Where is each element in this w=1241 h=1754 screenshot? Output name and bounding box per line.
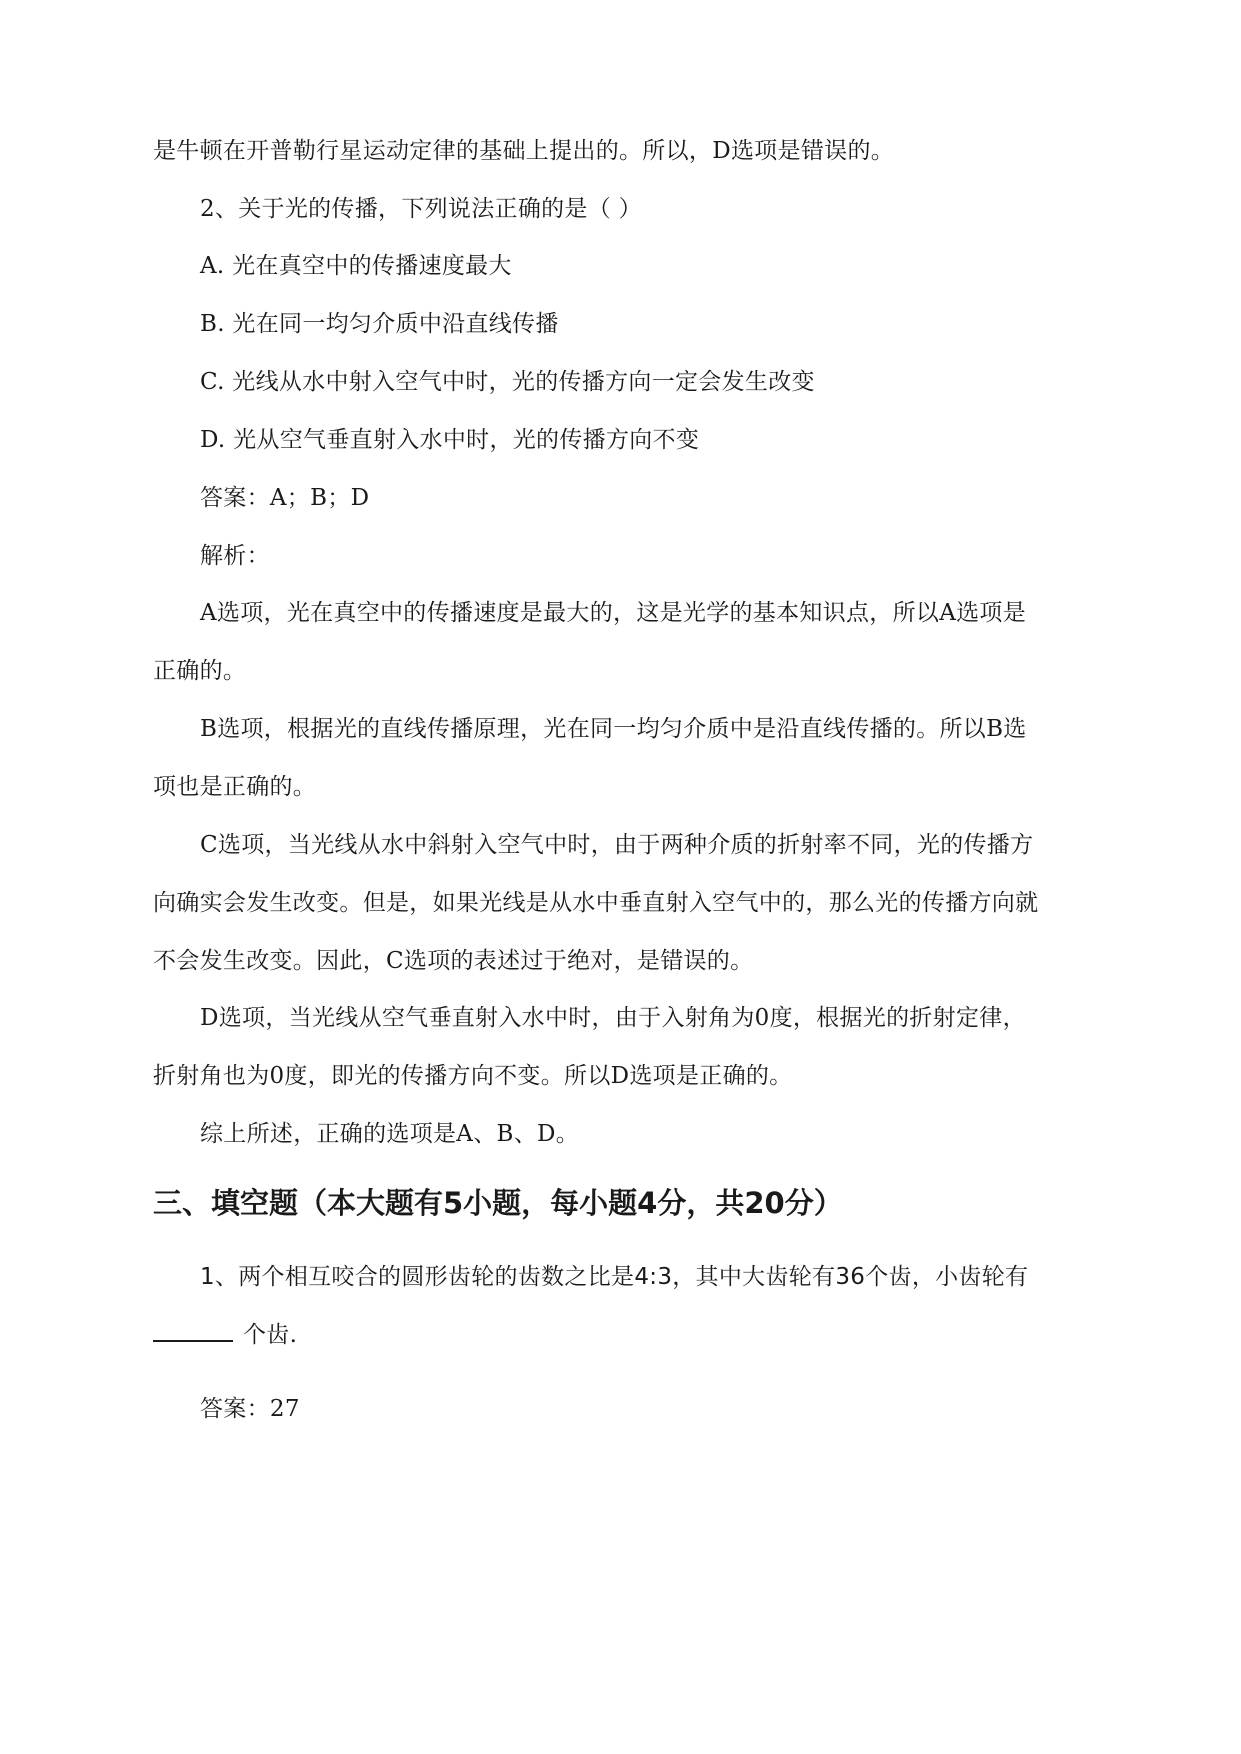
question-2-stem: 2、关于光的传播，下列说法正确的是（ ） xyxy=(200,196,642,222)
previous-analysis-tail: 是牛顿在开普勒行星运动定律的基础上提出的。所以，D选项是错误的。 xyxy=(153,138,895,164)
section-3-question-1-stem-line2 xyxy=(153,1320,297,1350)
analysis-line: 正确的。 xyxy=(153,658,247,684)
analysis-line: D选项，当光线从空气垂直射入水中时，由于入射角为0度，根据光的折射定律， xyxy=(200,1005,1026,1031)
analysis-line: 不会发生改变。因此，C选项的表述过于绝对，是错误的。 xyxy=(153,948,754,974)
section-3-question-1-answer: 答案：27 xyxy=(200,1396,300,1422)
analysis-line: A选项，光在真空中的传播速度是最大的，这是光学的基本知识点，所以A选项是 xyxy=(200,600,1027,626)
analysis-line: B选项，根据光的直线传播原理，光在同一均匀介质中是沿直线传播的。所以B选 xyxy=(200,716,1027,742)
analysis-line: 折射角也为0度，即光的传播方向不变。所以D选项是正确的。 xyxy=(153,1063,793,1089)
analysis-line: 向确实会发生改变。但是，如果光线是从水中垂直射入空气中的，那么光的传播方向就 xyxy=(153,890,1039,916)
fill-in-blank[interactable] xyxy=(153,1322,233,1342)
analysis-line: C选项，当光线从水中斜射入空气中时，由于两种介质的折射率不同，光的传播方 xyxy=(200,832,1034,858)
section-3-question-1-stem xyxy=(200,1262,1028,1292)
question-2-option-a: A. 光在真空中的传播速度最大 xyxy=(200,253,512,279)
analysis-conclusion: 综上所述，正确的选项是A、B、D。 xyxy=(200,1121,580,1147)
question-2-analysis-label: 解析： xyxy=(200,543,270,569)
question-2-answer: 答案：A；B；D xyxy=(200,485,370,511)
section-3-heading: 三、填空题（本大题有5小题，每小题4分，共20分） xyxy=(153,1186,843,1220)
question-2-option-d: D. 光从空气垂直射入水中时，光的传播方向不变 xyxy=(200,427,700,453)
question-1-stem-line2-suffix: 个齿. xyxy=(243,1322,298,1348)
question-2-option-c: C. 光线从水中射入空气中时，光的传播方向一定会发生改变 xyxy=(200,369,815,395)
analysis-line: 项也是正确的。 xyxy=(153,774,317,800)
question-1-stem-line1: 1、两个相互咬合的圆形齿轮的齿数之比是4:3，其中大齿轮有36个齿，小齿轮有 xyxy=(200,1264,1029,1290)
question-2-option-b: B. 光在同一均匀介质中沿直线传播 xyxy=(200,311,559,337)
